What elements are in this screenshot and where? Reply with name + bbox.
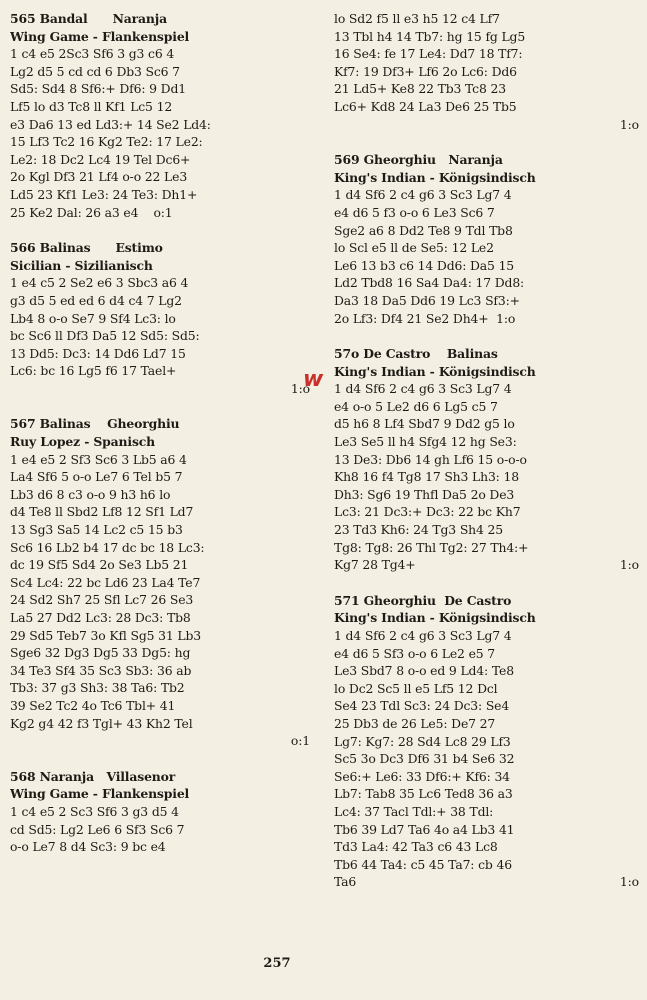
move-line: d5 h6 8 Lf4 Sbd7 9 Dd2 g5 lo xyxy=(334,416,515,432)
page-number: 257 xyxy=(263,956,291,971)
game-opening: King's Indian - Königsindisch xyxy=(334,169,536,185)
game-moves xyxy=(10,45,310,221)
game-moves xyxy=(10,274,310,397)
move-line: Ld5 23 Kf1 Le3: 24 Te3: Dh1+ xyxy=(10,186,198,202)
handwritten-red-mark: w xyxy=(303,367,324,392)
game-moves xyxy=(334,627,639,891)
move-line: 13 De3: Db6 14 gh Lf6 15 o-o-o xyxy=(334,451,527,467)
move-line: Tb3: 37 g3 Sh3: 38 Ta6: Tb2 xyxy=(10,680,185,696)
right-column xyxy=(334,10,639,909)
move-line: Lc6+ Kd8 24 La3 De6 25 Tb5 xyxy=(334,98,517,114)
game-result: 1:o xyxy=(619,116,639,132)
move-line: e4 d6 5 f3 o-o 6 Le3 Sc6 7 xyxy=(334,204,495,220)
move-line: Ld2 Tbd8 16 Sa4 Da4: 17 Dd8: xyxy=(334,275,525,291)
move-line: 29 Sd5 Teb7 3o Kfl Sg5 31 Lb3 xyxy=(10,627,202,643)
move-line: 1 e4 c5 2 Se2 e6 3 Sbc3 a6 4 xyxy=(10,275,189,291)
game-header: 569 Gheorghiu Naranja xyxy=(334,152,503,168)
move-line: e4 o-o 5 Le2 d6 6 Lg5 c5 7 xyxy=(334,398,498,414)
game-result: o:1 xyxy=(290,733,310,749)
move-line: 34 Te3 Sf4 35 Sc3 Sb3: 36 ab xyxy=(10,662,192,678)
move-line: Lg2 d5 5 cd cd 6 Db3 Sc6 7 xyxy=(10,63,180,79)
move-line: 23 Td3 Kh6: 24 Tg3 Sh4 25 xyxy=(334,522,503,538)
game-moves xyxy=(10,803,310,856)
move-line: lo Dc2 Sc5 ll e5 Lf5 12 Dcl xyxy=(334,680,498,696)
move-line: Lf5 lo d3 Tc8 ll Kf1 Lc5 12 xyxy=(10,98,173,114)
game-header: 567 Balinas Gheorghiu xyxy=(10,416,180,432)
move-line: lo Sd2 f5 ll e3 h5 12 c4 Lf7 xyxy=(334,11,500,26)
move-line: 21 Ld5+ Ke8 22 Tb3 Tc8 23 xyxy=(334,81,506,97)
move-line: Sd5: Sd4 8 Sf6:+ Df6: 9 Dd1 xyxy=(10,81,186,97)
move-line: Kg7 28 Tg4+ xyxy=(334,557,416,573)
move-line: Tb6 44 Ta4: c5 45 Ta7: cb 46 xyxy=(334,856,512,872)
move-line: Lb4 8 o-o Se7 9 Sf4 Lc3: lo xyxy=(10,310,176,326)
move-line: La5 27 Dd2 Lc3: 28 Dc3: Tb8 xyxy=(10,610,191,625)
move-line: e4 d6 5 Sf3 o-o 6 Le2 e5 7 xyxy=(334,645,496,661)
game-header: 571 Gheorghiu De Castro xyxy=(334,592,512,608)
left-column xyxy=(10,10,310,874)
move-line: Le6 13 b3 c6 14 Dd6: Da5 15 xyxy=(334,257,515,273)
move-line: La4 Sf6 5 o-o Le7 6 Tel b5 7 xyxy=(10,469,183,485)
move-line: Lc4: 37 Tacl Tdl:+ 38 Tdl: xyxy=(334,803,494,819)
move-line: 2o Lf3: Df4 21 Se2 Dh4+ 1:o xyxy=(334,310,516,326)
move-line: 13 Dd5: Dc3: 14 Dd6 Ld7 15 xyxy=(10,345,186,361)
move-line: 13 Tbl h4 14 Tb7: hg 15 fg Lg5 xyxy=(334,28,526,44)
move-line: Kg2 g4 42 f3 Tgl+ 43 Kh2 Tel xyxy=(10,715,193,731)
move-line: Tg8: Tg8: 26 Thl Tg2: 27 Th4:+ xyxy=(334,539,529,555)
move-line: 1 e4 e5 2 Sf3 Sc6 3 Lb5 a6 4 xyxy=(10,451,187,467)
move-line: Sge2 a6 8 Dd2 Te8 9 Tdl Tb8 xyxy=(334,222,513,238)
game-opening: King's Indian - Königsindisch xyxy=(334,610,536,626)
game-moves xyxy=(334,10,639,133)
move-line: Sc4 Lc4: 22 bc Ld6 23 La4 Te7 xyxy=(10,574,201,590)
game-opening: Wing Game - Flankenspiel xyxy=(10,28,190,44)
move-line: Ta6 xyxy=(334,874,357,890)
move-line: 2o Kgl Df3 21 Lf4 o-o 22 Le3 xyxy=(10,169,188,185)
move-line: lo Scl e5 ll de Se5: 12 Le2 xyxy=(334,240,494,256)
game-opening: Sicilian - Sizilianisch xyxy=(10,257,153,273)
move-line: 15 Lf3 Tc2 16 Kg2 Te2: 17 Le2: xyxy=(10,134,203,150)
move-line: Kh8 16 f4 Tg8 17 Sh3 Lh3: 18 xyxy=(334,469,519,485)
game-moves xyxy=(334,186,639,327)
move-line: Le3 Sbd7 8 o-o ed 9 Ld4: Te8 xyxy=(334,663,514,679)
game-opening: Wing Game - Flankenspiel xyxy=(10,786,190,802)
move-line: Lb7: Tab8 35 Lc6 Ted8 36 a3 xyxy=(334,786,513,802)
game-opening: King's Indian - Königsindisch xyxy=(334,363,536,379)
move-line: Se4 23 Tdl Sc3: 24 Dc3: Se4 xyxy=(334,698,510,714)
move-line: 25 Ke2 Dal: 26 a3 e4 o:1 xyxy=(10,204,173,220)
game-568-continued xyxy=(334,10,639,133)
move-line: Dh3: Sg6 19 Thfl Da5 2o De3 xyxy=(334,486,515,502)
move-line: Kf7: 19 Df3+ Lf6 2o Lc6: Dd6 xyxy=(334,63,517,79)
move-line: o-o Le7 8 d4 Sc3: 9 bc e4 xyxy=(10,839,166,855)
game-569 xyxy=(334,151,639,327)
game-568 xyxy=(10,768,310,856)
game-header: 566 Balinas Estimo xyxy=(10,240,163,256)
move-line: 1 d4 Sf6 2 c4 g6 3 Sc3 Lg7 4 xyxy=(334,381,512,397)
move-line: Le2: 18 Dc2 Lc4 19 Tel Dc6+ xyxy=(10,151,191,167)
move-line: cd Sd5: Lg2 Le6 6 Sf3 Sc6 7 xyxy=(10,821,185,837)
game-566 xyxy=(10,239,310,397)
move-line: Lb3 d6 8 c3 o-o 9 h3 h6 lo xyxy=(10,486,171,502)
move-line: e3 Da6 13 ed Ld3:+ 14 Se2 Ld4: xyxy=(10,116,211,132)
move-line: Lc3: 21 Dc3:+ Dc3: 22 bc Kh7 xyxy=(334,504,521,520)
move-line: Le3 Se5 ll h4 Sfg4 12 hg Se3: xyxy=(334,434,517,450)
move-line: 13 Sg3 Sa5 14 Lc2 c5 15 b3 xyxy=(10,522,183,538)
move-line: 1 d4 Sf6 2 c4 g6 3 Sc3 Lg7 4 xyxy=(334,628,512,643)
game-570 xyxy=(334,345,639,574)
move-line: bc Sc6 ll Df3 Da5 12 Sd5: Sd5: xyxy=(10,328,200,344)
move-line: Sc5 3o Dc3 Df6 31 b4 Se6 32 xyxy=(334,751,515,767)
move-line: g3 d5 5 ed ed 6 d4 c4 7 Lg2 xyxy=(10,292,182,308)
move-line: Sc6 16 Lb2 b4 17 dc bc 18 Lc3: xyxy=(10,539,205,555)
move-line: 1 d4 Sf6 2 c4 g6 3 Sc3 Lg7 4 xyxy=(334,187,512,203)
game-result: 1:o xyxy=(290,380,310,396)
game-moves xyxy=(10,451,310,750)
bleed-through-text xyxy=(330,64,333,76)
move-line: d4 Te8 ll Sbd2 Lf8 12 Sf1 Ld7 xyxy=(10,504,194,520)
move-line: Da3 18 Da5 Dd6 19 Lc3 Sf3:+ xyxy=(334,292,520,308)
game-moves xyxy=(334,380,639,574)
game-result: 1:o xyxy=(619,557,639,573)
game-result: 1:o xyxy=(619,874,639,890)
game-565 xyxy=(10,10,310,221)
move-line: 24 Sd2 Sh7 25 Sfl Lc7 26 Se3 xyxy=(10,592,194,608)
game-header: 57o De Castro Balinas xyxy=(334,346,498,362)
game-opening: Ruy Lopez - Spanisch xyxy=(10,434,156,450)
move-line: 1 c4 e5 2 Sc3 Sf6 3 g3 d5 4 xyxy=(10,803,179,819)
move-line: Td3 La4: 42 Ta3 c6 43 Lc8 xyxy=(334,839,498,855)
move-line: Tb6 39 Ld7 Ta6 4o a4 Lb3 41 xyxy=(334,821,515,837)
move-line: 1 c4 e5 2Sc3 Sf6 3 g3 c6 4 xyxy=(10,46,175,62)
game-567 xyxy=(10,415,310,749)
move-line: 16 Se4: fe 17 Le4: Dd7 18 Tf7: xyxy=(334,46,523,62)
move-line: dc 19 Sf5 Sd4 2o Se3 Lb5 21 xyxy=(10,557,189,573)
game-571 xyxy=(334,592,639,891)
move-line: Se6:+ Le6: 33 Df6:+ Kf6: 34 xyxy=(334,768,510,784)
move-line: Lg7: Kg7: 28 Sd4 Lc8 29 Lf3 xyxy=(334,733,511,749)
game-header: 568 Naranja Villasenor xyxy=(10,768,176,784)
move-line: 39 Se2 Tc2 4o Tc6 Tbl+ 41 xyxy=(10,697,176,713)
move-line: Lc6: bc 16 Lg5 f6 17 Tael+ xyxy=(10,363,177,379)
move-line: Sge6 32 Dg3 Dg5 33 Dg5: hg xyxy=(10,645,191,661)
move-line: 25 Db3 de 26 Le5: De7 27 xyxy=(334,715,496,731)
game-header: 565 Bandal Naranja xyxy=(10,11,167,26)
